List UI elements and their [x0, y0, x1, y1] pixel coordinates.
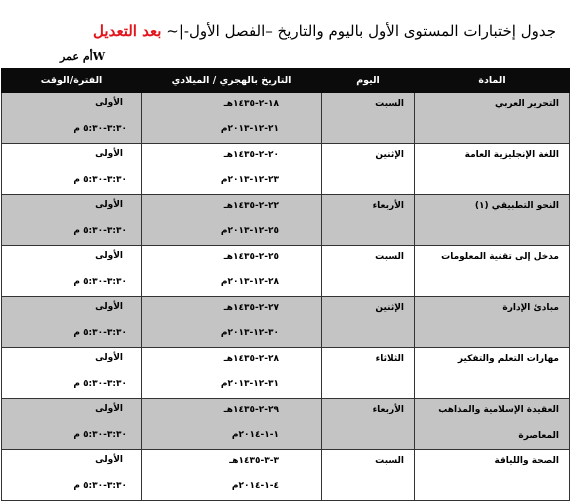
- subject-name: العقيدة الإسلامية والمذاهب: [438, 405, 559, 415]
- period-time: ٣:٣٠-٥:٣٠ م: [73, 430, 127, 440]
- day-cell: [322, 348, 414, 398]
- day-cell: [322, 399, 414, 449]
- title-main-text: جدول إختبارات المستوى الأول باليوم والتاريخ –الفصل الأول-|~: [166, 22, 556, 40]
- period-name: الأولى: [95, 455, 123, 465]
- subject-name: التحرير العربي: [495, 99, 559, 109]
- date-cell: [142, 450, 321, 500]
- period-time: ٣:٣٠-٥:٣٠ م: [73, 175, 127, 185]
- day-cell: [322, 450, 414, 500]
- period-cell: [2, 399, 141, 449]
- subject-cell: [415, 144, 569, 194]
- table-row: [2, 246, 570, 297]
- subject-cell: [415, 348, 569, 398]
- period-name: الأولى: [95, 302, 123, 312]
- period-name: الأولى: [95, 251, 123, 261]
- period-time: ٣:٣٠-٥:٣٠ م: [73, 379, 127, 389]
- exam-schedule-table: [1, 68, 570, 501]
- period-time: ٣:٣٠-٥:٣٠ م: [73, 226, 127, 236]
- period-cell: [2, 144, 141, 194]
- period-name: الأولى: [95, 98, 123, 108]
- header-date: التاريخ بالهجري / الميلادي: [142, 69, 322, 93]
- gregorian-date: ٢٥-١٢-٢٠١٣م: [220, 226, 279, 236]
- subject-cell: [415, 450, 569, 500]
- period-time: ٣:٣٠-٥:٣٠ م: [73, 481, 127, 491]
- header-day: اليوم: [322, 69, 415, 93]
- subject-name: الصحة واللياقة: [494, 456, 559, 466]
- period-name: الأولى: [95, 404, 123, 414]
- day-name: السبت: [375, 252, 404, 262]
- day-cell: [322, 144, 414, 194]
- period-cell: [2, 93, 141, 143]
- gregorian-date: ٣١-١٢-٢٠١٣م: [220, 379, 279, 389]
- subject-name: مدخل إلى تقنية المعلومات: [441, 252, 559, 262]
- period-time: ٣:٣٠-٥:٣٠ م: [73, 328, 127, 338]
- table-header-row: [2, 69, 570, 93]
- table-row: [2, 450, 570, 501]
- hijri-date: ٢٧-٢-١٤٣٥هـ: [223, 303, 279, 313]
- day-name: الإثنين: [375, 303, 404, 313]
- table-row: [2, 348, 570, 399]
- date-cell: [142, 297, 321, 347]
- period-cell: [2, 348, 141, 398]
- subject-name-cont: المعاصرة: [518, 431, 559, 441]
- table-row: [2, 93, 570, 144]
- period-cell: [2, 450, 141, 500]
- header-period: الفترة/الوقت: [2, 69, 142, 93]
- author-credit: أم عمرW: [60, 50, 106, 63]
- period-time: ٣:٣٠-٥:٣٠ م: [73, 124, 127, 134]
- date-cell: [142, 246, 321, 296]
- table-row: [2, 399, 570, 450]
- period-cell: [2, 297, 141, 347]
- day-name: السبت: [375, 99, 404, 109]
- table-row: [2, 297, 570, 348]
- title-update-note: بعد التعديل: [93, 22, 162, 40]
- day-name: الإثنين: [375, 150, 404, 160]
- header-subject: المادة: [415, 69, 570, 93]
- subject-cell: [415, 195, 569, 245]
- period-name: الأولى: [95, 149, 123, 159]
- table-row: [2, 144, 570, 195]
- day-cell: [322, 195, 414, 245]
- date-cell: [142, 93, 321, 143]
- hijri-date: ٢٩-٢-١٤٣٥هـ: [223, 405, 279, 415]
- day-name: السبت: [375, 456, 404, 466]
- period-time: ٣:٣٠-٥:٣٠ م: [73, 277, 127, 287]
- date-cell: [142, 144, 321, 194]
- day-cell: [322, 297, 414, 347]
- gregorian-date: ١-١-٢٠١٤م: [231, 430, 279, 440]
- hijri-date: ٢٥-٢-١٤٣٥هـ: [223, 252, 279, 262]
- date-cell: [142, 399, 321, 449]
- day-cell: [322, 246, 414, 296]
- subject-name: مبادئ الإدارة: [502, 303, 559, 313]
- subject-cell: [415, 246, 569, 296]
- day-name: الأربعاء: [372, 201, 404, 211]
- subject-name: مهارات التعلم والتفكير: [457, 354, 559, 364]
- period-cell: [2, 246, 141, 296]
- day-name: الثلاثاء: [375, 354, 404, 364]
- date-cell: [142, 348, 321, 398]
- hijri-date: ٢٢-٢-١٤٣٥هـ: [223, 201, 279, 211]
- day-cell: [322, 93, 414, 143]
- period-name: الأولى: [95, 353, 123, 363]
- hijri-date: ٢٨-٢-١٤٣٥هـ: [223, 354, 279, 364]
- date-cell: [142, 195, 321, 245]
- hijri-date: ١٨-٢-١٤٣٥هـ: [223, 99, 279, 109]
- day-name: الأربعاء: [372, 405, 404, 415]
- gregorian-date: ٢٣-١٢-٢٠١٣م: [220, 175, 279, 185]
- subject-name: اللغة الإنجليزية العامة: [464, 150, 559, 160]
- gregorian-date: ٢٨-١٢-٢٠١٣م: [220, 277, 279, 287]
- hijri-date: ٢٠-٢-١٤٣٥هـ: [223, 150, 279, 160]
- period-name: الأولى: [95, 200, 123, 210]
- subject-name: النحو التطبيقي (١): [474, 201, 559, 211]
- gregorian-date: ٣٠-١٢-٢٠١٣م: [220, 328, 279, 338]
- document-title: [4, 22, 556, 40]
- table-row: [2, 195, 570, 246]
- subject-cell: [415, 297, 569, 347]
- subject-cell: [415, 399, 569, 449]
- hijri-date: ٣-٣-١٤٣٥هـ: [229, 456, 279, 466]
- period-cell: [2, 195, 141, 245]
- gregorian-date: ٢١-١٢-٢٠١٣م: [220, 124, 279, 134]
- subject-cell: [415, 93, 569, 143]
- gregorian-date: ٤-١-٢٠١٤م: [231, 481, 279, 491]
